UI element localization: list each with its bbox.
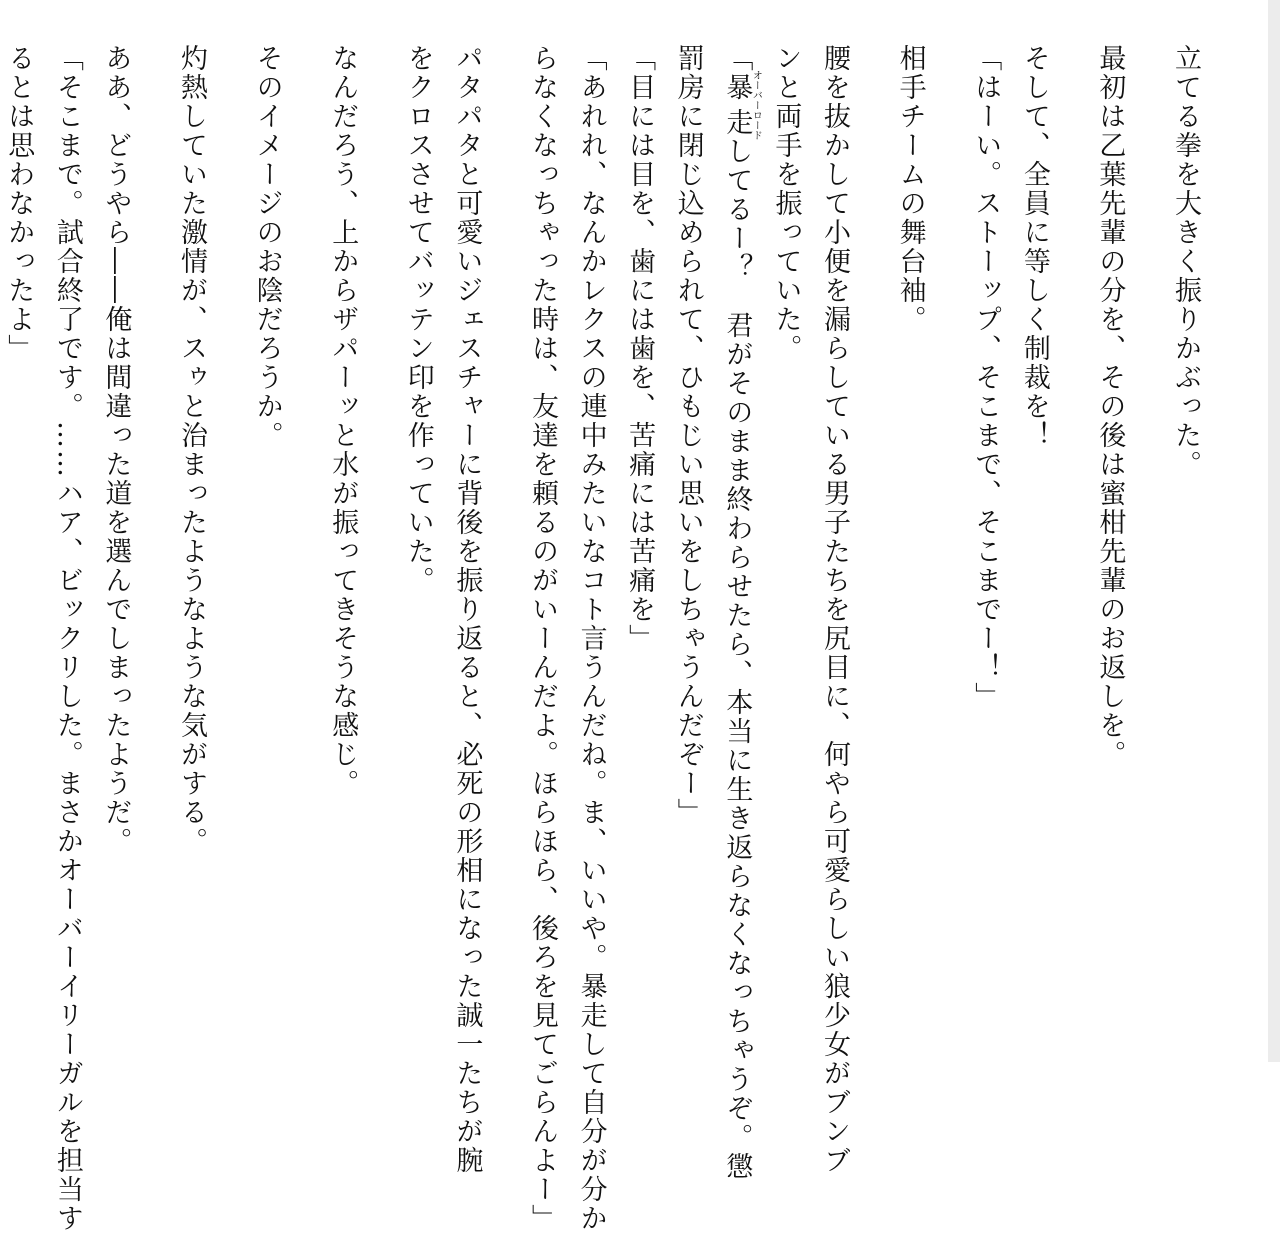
text-line: 「はーい。ストーップ、そこまで、そこまでー！」 — [970, 44, 1002, 711]
text-line: なんだろう、上からザパーッと水が振ってきそうな感じ。 — [327, 44, 359, 798]
text-line: 立てる拳を大きく振りかぶった。 — [1170, 44, 1201, 479]
text-line-segment: してるー？ 君がそのまま終わらせたら、本当に生き返らなくなっちゃうぞ。懲 — [721, 137, 753, 1181]
ruby-reading: オーバーロード — [750, 70, 762, 140]
ruby-base: 暴走 — [721, 70, 753, 140]
text-line: るとは思わなかったよ」 — [3, 44, 35, 363]
text-line: らなくなっちゃった時は、友達を頼るのがいーんだよ。ほらほら、後ろを見てごらんよー」 — [526, 44, 558, 1233]
ruby-annotation — [721, 70, 762, 140]
text-line: 腰を抜かして小便を漏らしている男子たちを尻目に、何やら可愛らしい狼少女がブンブ — [819, 44, 851, 1175]
text-line: そして、全員に等しく制裁を！ — [1018, 44, 1050, 450]
text-line: 「あれれ、なんかレクスの連中みたいなコト言うんだね。ま、いいや。暴走して自分が分か — [575, 44, 607, 1233]
text-line: パタパタと可愛いジェスチャーに背後を振り返ると、必死の形相になった誠一たちが腕 — [451, 44, 483, 1175]
text-line: 「目には目を、歯には歯を、苦痛には苦痛を」 — [624, 44, 656, 653]
text-line: 罰房に閉じ込められて、ひもじい思いをしちゃうんだぞー」 — [672, 44, 704, 827]
text-line: ああ、どうやら――俺は間違った道を選んでしまったようだ。 — [100, 44, 132, 856]
text-line: 灼熱していた激情が、スゥと治まったようなような気がする。 — [176, 44, 207, 856]
text-line: 「そこまで。試合終了です。……ハア、ビックリした。まさかオーバーイリーガルを担当す — [51, 44, 83, 1233]
page-edge-margin — [1268, 0, 1280, 1062]
text-line-segment: 「 — [721, 44, 753, 73]
vertical-text-body — [0, 44, 1236, 1233]
document-page — [3, 44, 1236, 1233]
text-line: 最初は乙葉先輩の分を、その後は蜜柑先輩のお返しを。 — [1094, 44, 1126, 769]
text-line: 相手チームの舞台袖。 — [894, 44, 926, 334]
text-line — [712, 44, 762, 1181]
text-line: ンと両手を振っていた。 — [770, 44, 802, 363]
text-line: をクロスさせてバッテン印を作っていた。 — [402, 44, 434, 595]
text-line: そのイメージのお陰だろうか。 — [251, 44, 283, 450]
